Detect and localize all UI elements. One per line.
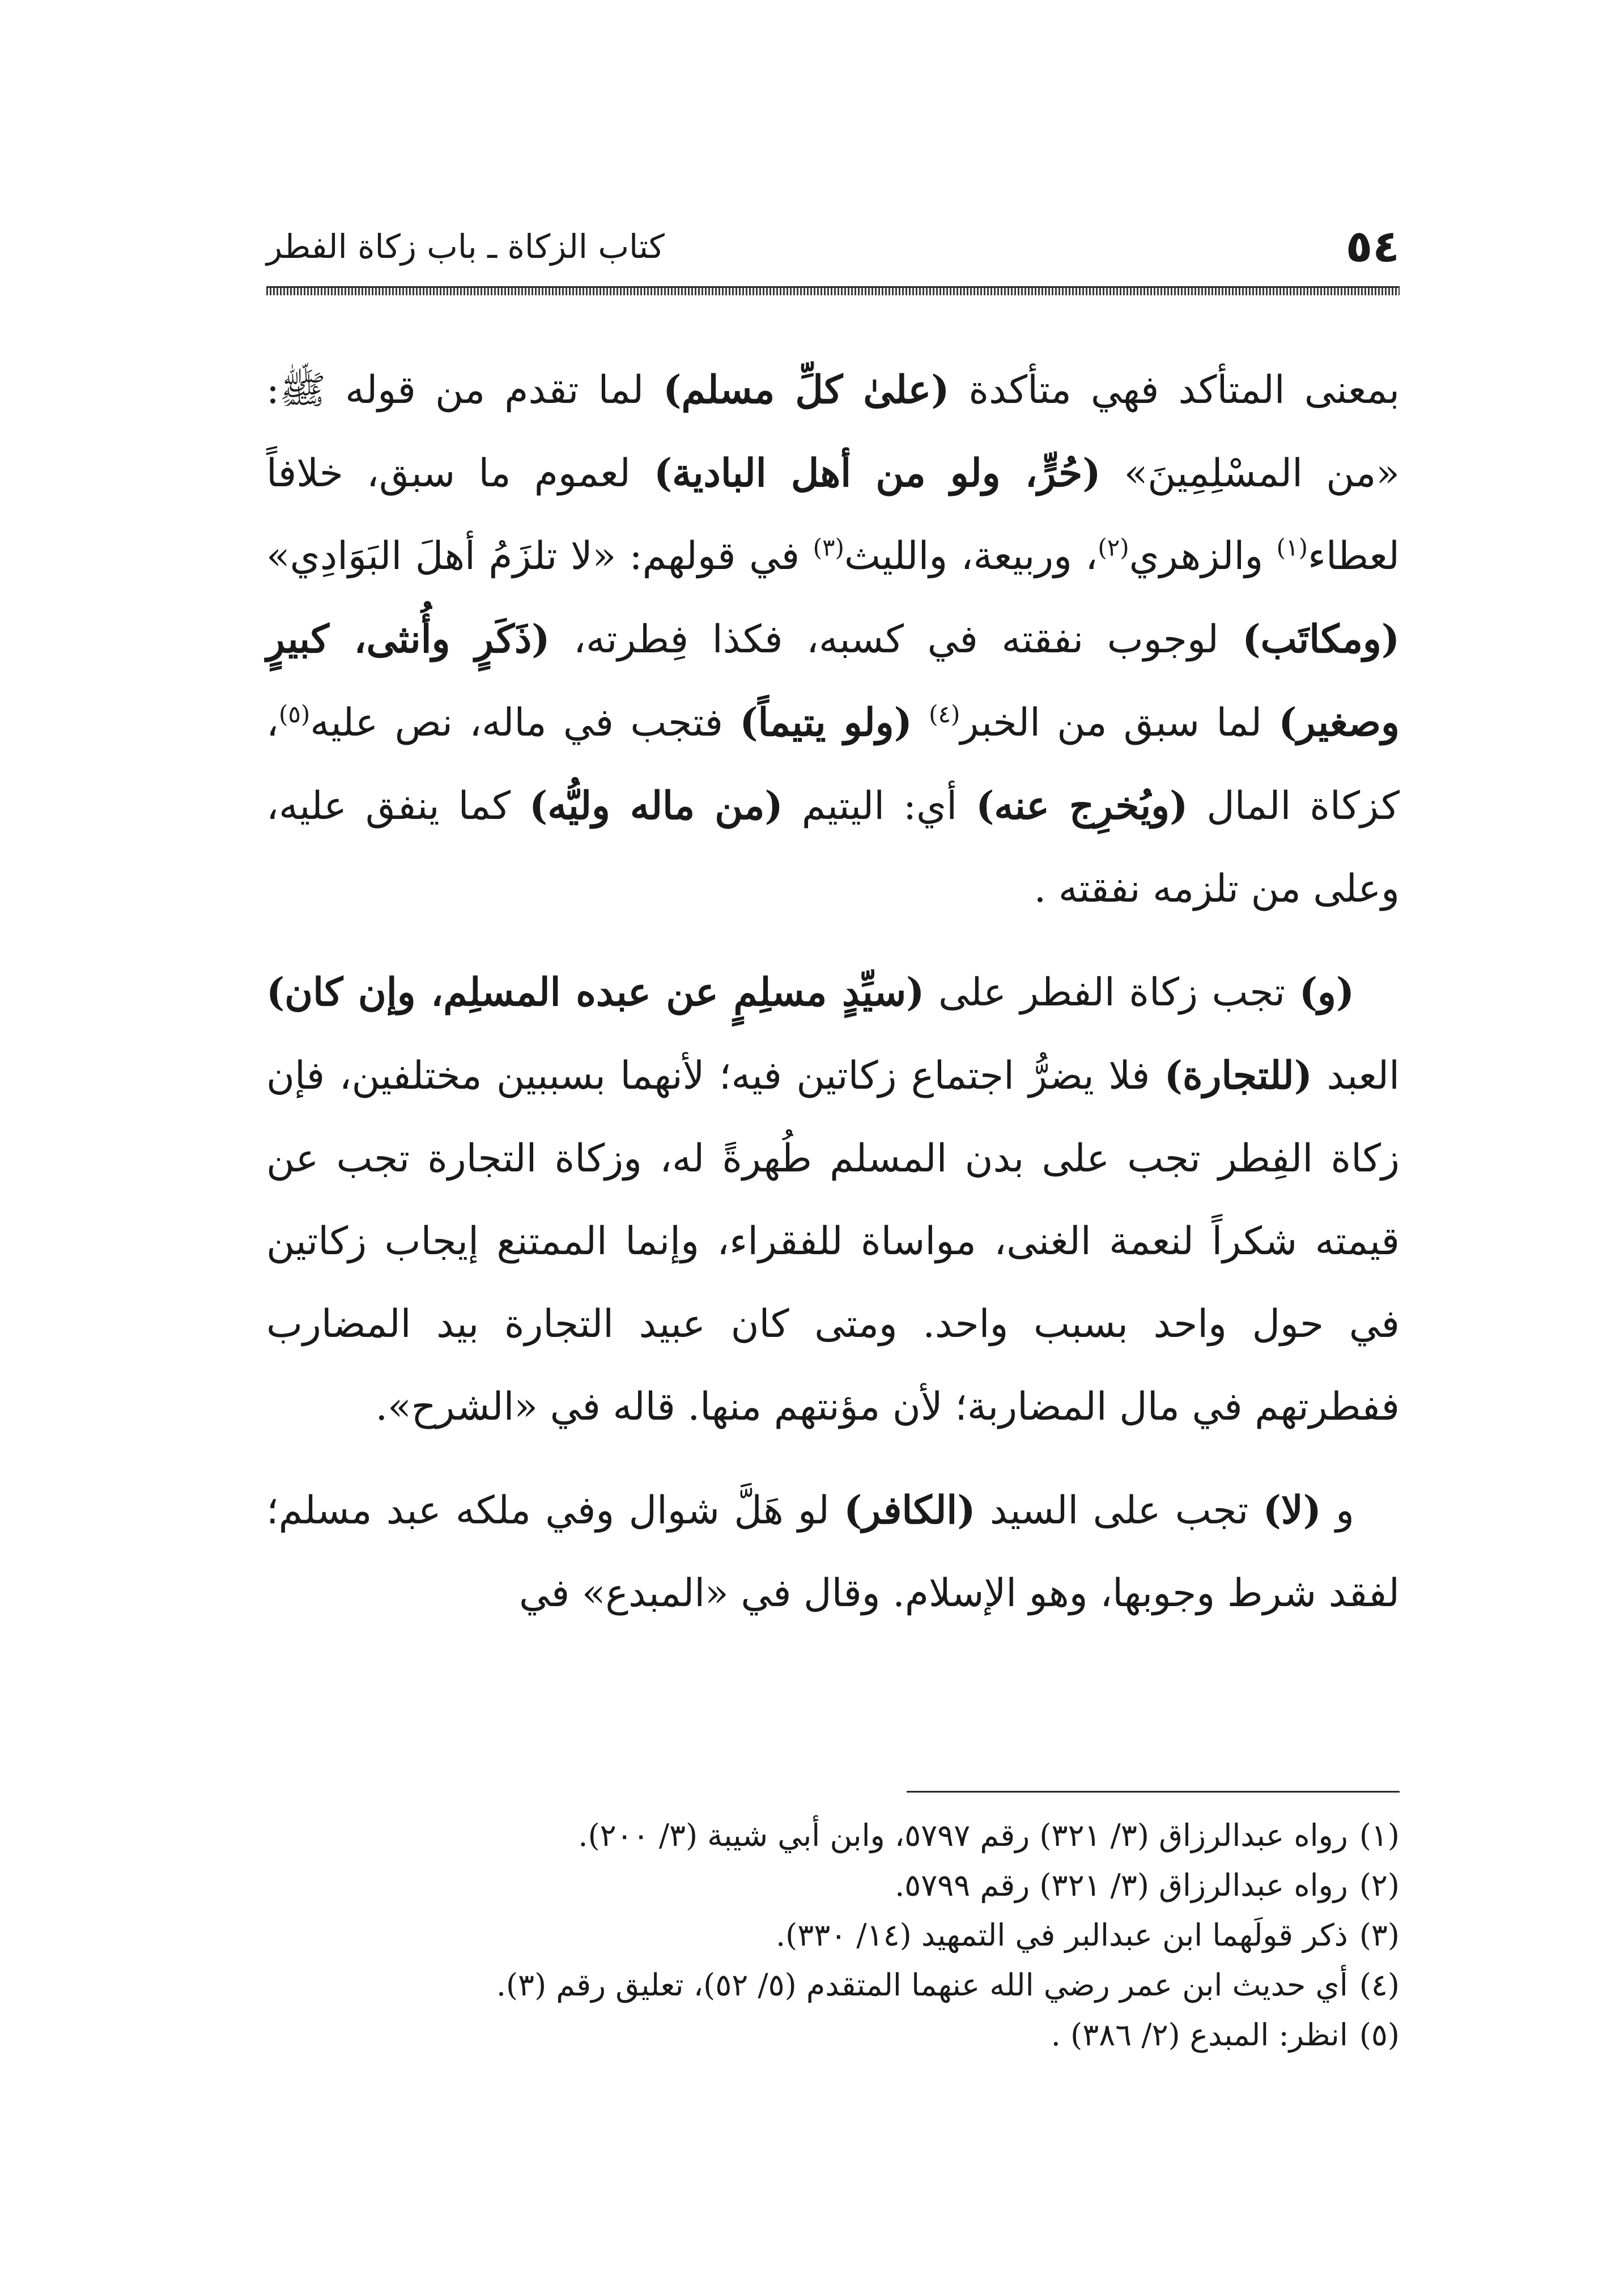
footnote-ref[interactable]: (٤): [929, 700, 960, 728]
text-run: تجب على السيد: [975, 1488, 1263, 1533]
text-run: لوجوب نفقته في كسبه، فكذا فِطرته،: [550, 617, 1243, 662]
paragraph-2: [266, 951, 1400, 1449]
header-divider: [266, 286, 1400, 295]
footnote-2: [266, 1861, 1400, 1910]
paragraph-1: [266, 349, 1400, 931]
bold-matn: (علىٰ كلِّ مسلم): [663, 367, 950, 413]
text-run: لما تقدم من قوله ﷺ: «من المسْلِمِينَ»: [266, 368, 1400, 496]
footnote-number: (٥): [1359, 2017, 1400, 2053]
bold-matn: (من ماله وليُّه): [529, 783, 783, 829]
text-run: [912, 700, 929, 745]
footnote-number: (١): [1359, 1818, 1400, 1853]
footnote-text: ذكر قولَهما ابن عبدالبر في التمهيد (١٤/ ٣٣٠).: [776, 1917, 1348, 1953]
footnote-number: (٣): [1359, 1917, 1400, 1953]
bold-matn: (للتجارة): [1164, 1053, 1312, 1098]
paragraph-3: [266, 1469, 1400, 1635]
bold-matn: (سيِّدٍ مسلِمٍ عن عبده المسلِم، وإن كان): [266, 970, 925, 1015]
bold-matn: (و): [1299, 970, 1354, 1015]
footnote-text: رواه عبدالرزاق (٣/ ٣٢١) رقم ٥٧٩٩.: [895, 1867, 1348, 1903]
footnote-number: (٤): [1359, 1967, 1400, 2003]
footnotes: [266, 1811, 1400, 2060]
text-run: في قولهم: «لا تلزَمُ أهلَ البَوَادِي»: [266, 534, 813, 579]
footnote-text: أي حديث ابن عمر رضي الله عنهما المتقدم (٥/ ٥٢)، تعليق رقم (٣).: [496, 1967, 1348, 2003]
bold-matn: (ومكاتَب): [1242, 617, 1400, 662]
text-run: لو هَلَّ شوال وفي ملكه عبد مسلم؛ لفقد شرط وجوبها، وهو الإسلام. وقال في «المبدع» في: [266, 1488, 1400, 1616]
bold-matn: (لا): [1262, 1488, 1321, 1533]
footnote-ref[interactable]: (٣): [813, 533, 844, 562]
bold-matn: (ويُخرِج عنه): [976, 783, 1188, 829]
text-run: ، كزكاة المال: [266, 700, 1400, 829]
bold-matn: (ذَكَرٍ وأُنثى، كبيرٍ وصغير): [266, 617, 1400, 745]
bold-matn: (الكافر): [844, 1488, 976, 1533]
text-run: كما ينفق عليه، وعلى من تلزمه نفقته .: [266, 784, 1400, 911]
text-run: لما سبق من الخبر: [960, 700, 1279, 745]
text-run: أي: اليتيم: [783, 784, 976, 829]
text-run: والزهري: [1129, 534, 1277, 579]
footnote-ref[interactable]: (١): [1276, 533, 1308, 562]
bold-matn: (حُرٍّ، ولو من أهل البادية): [653, 451, 1101, 496]
footnote-ref[interactable]: (٥): [278, 700, 311, 728]
text-run: بمعنى المتأكد فهي متأكدة: [949, 368, 1400, 413]
footnote-ref[interactable]: (٢): [1098, 533, 1129, 562]
text-run: لعموم ما سبق، خلافاً لعطاء: [266, 451, 1400, 579]
text-run: و: [1321, 1488, 1355, 1533]
footnote-1: [266, 1811, 1400, 1861]
text-run: فلا يضرُّ اجتماع زكاتين فيه؛ لأنهما بسببين مختلفين، فإن زكاة الفِطر تجب على بدن المسلم طُهرةً له، وزكاة التجارة تجب عن قيمته شكراً لنعمة الغنى، مواساة للفقراء، وإنما الممتنع إيجاب زكاتين في حول واحد بسبب واحد. ومتى كان عبيد التجارة بيد المضارب ففطرتهم في مال المضاربة؛ لأن مؤنتهم منها. قاله في «الشرح».: [266, 1054, 1400, 1429]
footnote-5: [266, 2010, 1400, 2060]
bold-matn: (ولو يتيماً): [739, 700, 912, 745]
footnote-divider: [907, 1791, 1400, 1793]
text-run: العبد: [1312, 1054, 1400, 1098]
text-run: ، وربيعة، والليث: [844, 534, 1098, 579]
main-text: [266, 349, 1400, 1655]
footnote-text: رواه عبدالرزاق (٣/ ٣٢١) رقم ٥٧٩٧، وابن أبي شيبة (٣/ ٢٠٠).: [578, 1818, 1348, 1853]
footnote-number: (٢): [1359, 1867, 1400, 1903]
page-header: [266, 215, 1400, 289]
footnote-4: [266, 1960, 1400, 2010]
text-run: تجب زكاة الفطر على: [924, 970, 1299, 1015]
footnote-text: انظر: المبدع (٢/ ٣٨٦) .: [1051, 2017, 1348, 2053]
text-run: فتجب في ماله، نص عليه: [310, 700, 740, 745]
footnote-3: [266, 1910, 1400, 1960]
page-number: ٥٤: [1345, 221, 1400, 272]
running-title: كتاب الزكاة ـ باب زكاة الفطر: [266, 227, 665, 266]
